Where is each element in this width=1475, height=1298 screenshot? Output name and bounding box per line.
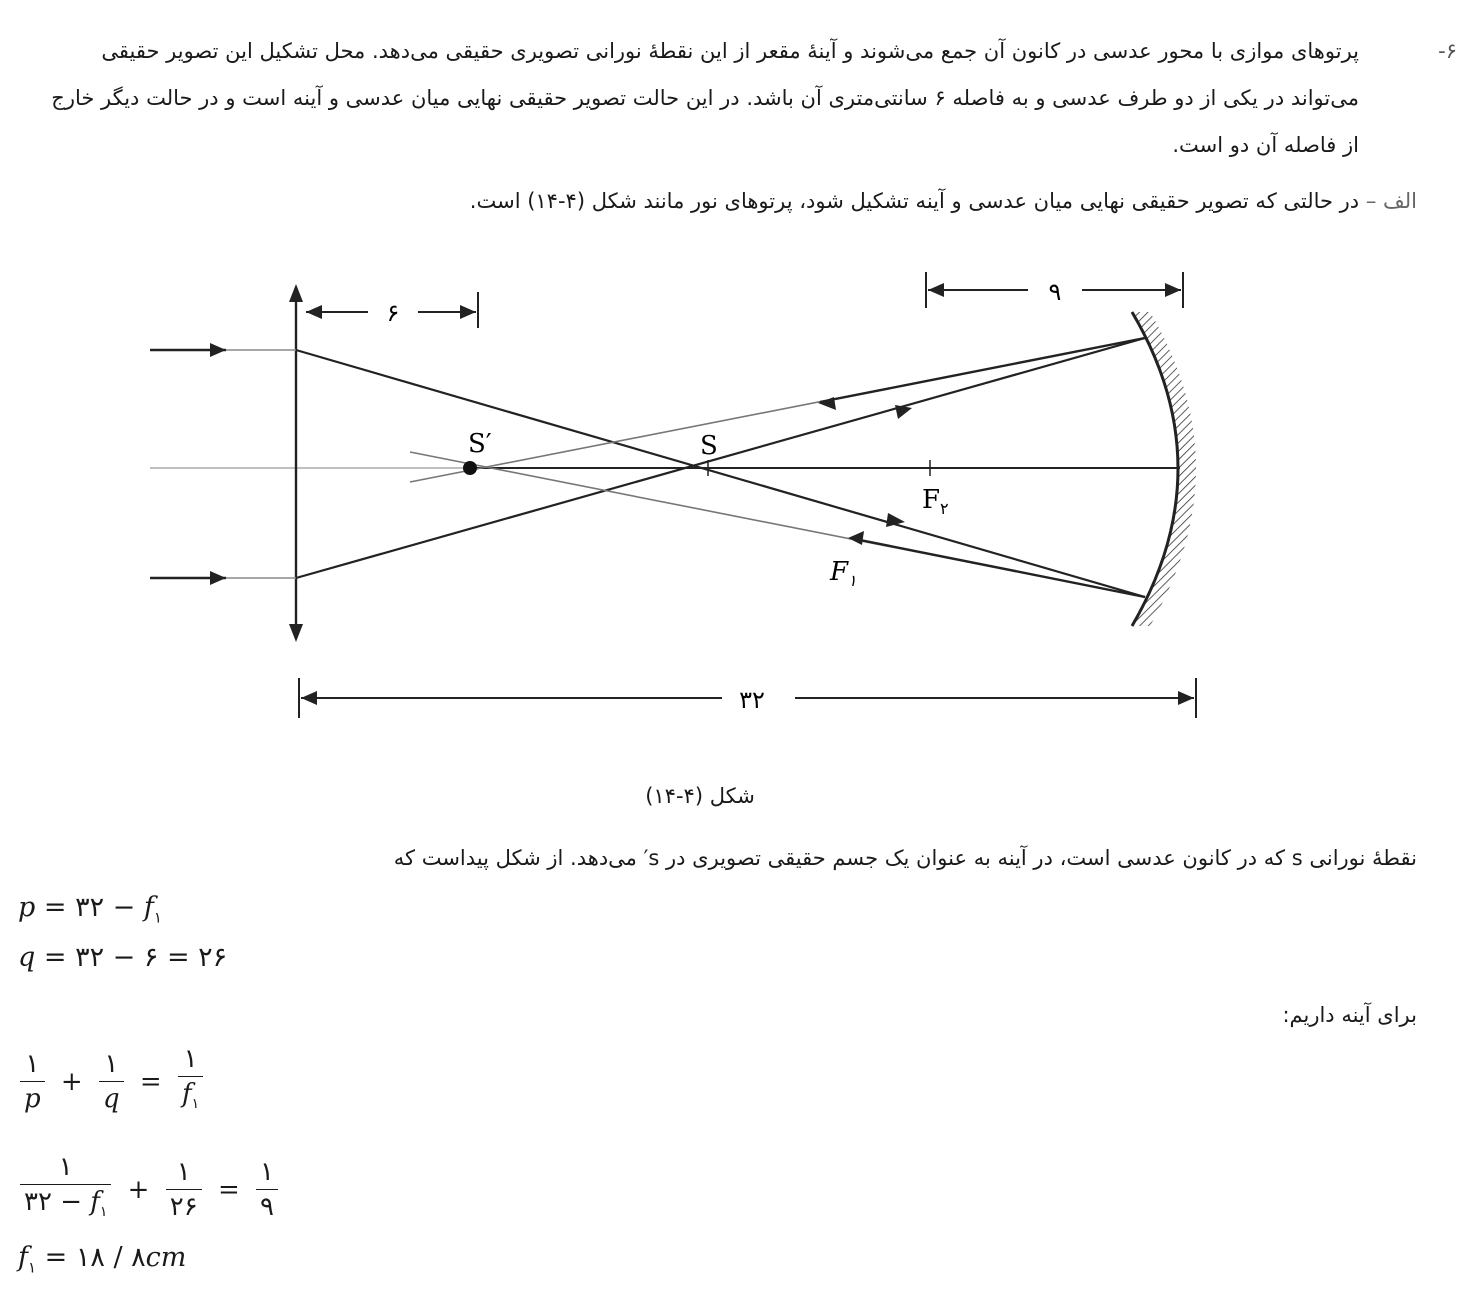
label-s-prime: S′ (468, 429, 492, 459)
dim-label-32: ۳۲ (739, 686, 765, 714)
mirror-equation: $\frac{۱}{p}$ + $\frac{۱}{q}$ = $\frac{۱}{f_۱}$ (18, 1042, 205, 1121)
reflected-ray-lower-dark (850, 538, 1145, 597)
mirror-note: برای آینه داریم: (1282, 1003, 1417, 1027)
part-a-label: الف – (1365, 189, 1417, 213)
substituted-equation: $\frac{۱}{۳۲ - f_۱}$ + $\frac{۱}{۲۶}$ = $\frac{۱}{۹}$ (18, 1150, 280, 1229)
equation-q: q = ۳۲ − ۶ = ۲۶ (18, 942, 228, 973)
dimension-6 (306, 292, 478, 328)
label-f1: $F_۱$ (830, 557, 857, 590)
dimension-9 (926, 272, 1183, 308)
dim-label-9: ۹ (1048, 278, 1062, 306)
equation-p: p = ۳۲ − $f_۱$ (18, 892, 162, 927)
label-s: S (700, 431, 718, 461)
ray-lens-to-mirror-lower (296, 350, 1145, 597)
final-result: $f_۱$ = ۱۸ / ۸cm (18, 1242, 187, 1277)
arrowhead (818, 397, 836, 410)
problem-number: ۶- (1438, 39, 1457, 63)
problem-statement: پرتوهای موازی با محور عدسی در کانون آن جمع می‌شوند و آینهٔ مقعر از این نقطهٔ نورانی تصویری حقیقی می‌دهد. محل تشکیل این تصویر حقیقی می‌تواند در یکی از دو طرف عدسی و به فاصله ۶ سانتی‌متری آن باشد. در این حالت تصویر حقیقی نهایی میان عدسی و آینه است و در حالت دیگر خارج از فاصله آن دو است. (51, 39, 1359, 157)
part-a-text: در حالتی که تصویر حقیقی نهایی میان عدسی و آینه تشکیل شود، پرتوهای نور مانند شکل (۴-۱۴) است. (469, 189, 1360, 213)
reflected-ray-upper-dark (820, 338, 1145, 402)
arrowhead (895, 405, 912, 419)
explanation-text: نقطهٔ نورانی s که در کانون عدسی است، در آینه به عنوان یک جسم حقیقی تصویری در s′ می‌دهد. از شکل پیداست که (393, 846, 1417, 870)
dimension-32 (299, 678, 1196, 718)
label-f2: $F_۲$ (922, 485, 949, 518)
incoming-ray-bottom (150, 571, 296, 585)
ray-lens-to-mirror-upper (296, 338, 1145, 578)
figure-caption: شکل (۴-۱۴) (645, 784, 755, 808)
dim-label-6: ۶ (386, 299, 400, 327)
image-point-s-prime (463, 461, 477, 475)
incoming-ray-top (150, 343, 296, 357)
lens (289, 284, 303, 642)
arrowhead (848, 531, 864, 545)
